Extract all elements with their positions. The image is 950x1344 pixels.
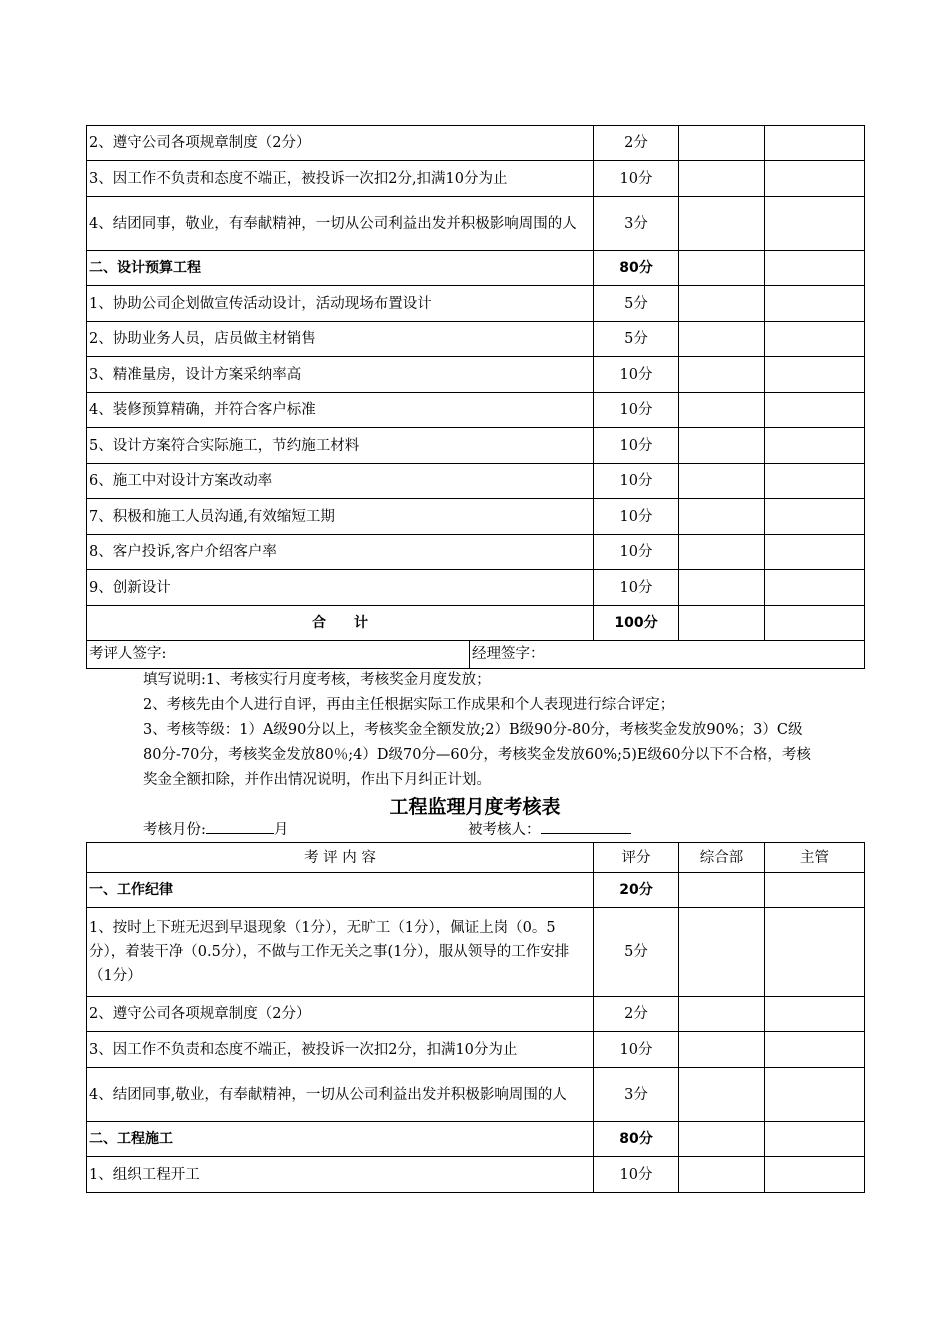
assessment-table-design — [86, 125, 865, 669]
dept-score-cell[interactable] — [679, 1068, 765, 1122]
row-content: 7、积极和施工人员沟通,有效缩短工期 — [87, 499, 594, 535]
header-score: 评分 — [594, 843, 679, 873]
note-line-2: 2、考核先由个人进行自评，再由主任根据实际工作成果和个人表现进行综合评定； — [143, 697, 675, 713]
row-score: 5分 — [594, 908, 679, 997]
row-score: 10分 — [594, 1157, 679, 1193]
dept-score-cell[interactable] — [679, 997, 765, 1032]
row-score: 5分 — [594, 322, 679, 357]
dept-score-cell[interactable] — [679, 428, 765, 464]
row-content: 二、工程施工 — [87, 1122, 594, 1157]
row-score: 5分 — [594, 286, 679, 322]
assessee-label: 被考核人： — [468, 822, 541, 838]
supervisor-score-cell[interactable] — [765, 161, 865, 197]
supervisor-score-cell[interactable] — [765, 908, 865, 997]
supervisor-score-cell[interactable] — [765, 286, 865, 322]
table-row — [87, 126, 865, 161]
supervisor-score-cell[interactable] — [765, 570, 865, 606]
reviewer-signature[interactable]: 考评人签字: — [87, 641, 470, 668]
month-suffix: 月 — [273, 822, 289, 838]
supervisor-score-cell[interactable] — [765, 1032, 865, 1068]
row-score: 3分 — [594, 1068, 679, 1122]
table-row — [87, 908, 865, 997]
supervisor-score-cell[interactable] — [765, 873, 865, 908]
supervisor-score-cell[interactable] — [765, 357, 865, 393]
signature-row — [87, 641, 865, 669]
row-content: 1、按时上下班无迟到早退现象（1分），无旷工（1分），佩证上岗（0。5分），着装干净（0.5分），不做与工作无关之事(1分），服从领导的工作安排（1分） — [87, 908, 594, 997]
row-score: 10分 — [594, 161, 679, 197]
table-row — [87, 322, 865, 357]
supervisor-score-cell[interactable] — [765, 1122, 865, 1157]
row-content: 9、创新设计 — [87, 570, 594, 606]
row-content: 4、装修预算精确，并符合客户标准 — [87, 393, 594, 428]
table-row — [87, 1157, 865, 1193]
table-row — [87, 1122, 865, 1157]
month-label: 考核月份: — [143, 822, 206, 838]
table-row — [87, 499, 865, 535]
dept-score-cell[interactable] — [679, 464, 765, 499]
table-row — [87, 251, 865, 286]
row-content: 3、精准量房，设计方案采纳率高 — [87, 357, 594, 393]
manager-signature[interactable]: 经理签字： — [472, 646, 545, 662]
table-row — [87, 1032, 865, 1068]
assessment-month — [143, 818, 288, 839]
row-score: 10分 — [594, 428, 679, 464]
row-score: 10分 — [594, 393, 679, 428]
table-row — [87, 357, 865, 393]
row-score: 10分 — [594, 464, 679, 499]
supervisor-score-cell[interactable] — [765, 197, 865, 251]
month-blank[interactable] — [206, 819, 274, 834]
table-row — [87, 997, 865, 1032]
note-line-1: 填写说明:1、考核实行月度考核，考核奖金月度发放； — [143, 672, 491, 688]
row-content: 3、因工作不负责和态度不端正，被投诉一次扣2分，扣满10分为止 — [87, 1032, 594, 1068]
dept-score-cell[interactable] — [679, 357, 765, 393]
row-content: 3、因工作不负责和态度不端正，被投诉一次扣2分,扣满10分为止 — [87, 161, 594, 197]
header-content: 考 评 内 容 — [87, 843, 594, 873]
supervisor-total-cell[interactable] — [765, 606, 865, 641]
table-row — [87, 873, 865, 908]
row-content: 一、工作纪律 — [87, 873, 594, 908]
header-supervisor: 主管 — [765, 843, 865, 873]
supervisor-score-cell[interactable] — [765, 535, 865, 570]
table-row — [87, 286, 865, 322]
row-score: 10分 — [594, 1032, 679, 1068]
assessment-table-supervision — [86, 842, 865, 1193]
dept-score-cell[interactable] — [679, 570, 765, 606]
assessee-blank[interactable] — [541, 819, 631, 834]
total-score: 100分 — [594, 606, 679, 641]
row-content: 4、结团同事,敬业，有奉献精神，一切从公司利益出发并积极影响周围的人 — [87, 1068, 594, 1122]
row-score: 2分 — [594, 997, 679, 1032]
dept-score-cell[interactable] — [679, 126, 765, 161]
supervisor-score-cell[interactable] — [765, 499, 865, 535]
row-score: 3分 — [594, 197, 679, 251]
dept-score-cell[interactable] — [679, 499, 765, 535]
dept-score-cell[interactable] — [679, 161, 765, 197]
table-row — [87, 1068, 865, 1122]
dept-score-cell[interactable] — [679, 393, 765, 428]
table-row — [87, 464, 865, 499]
row-content: 5、设计方案符合实际施工，节约施工材料 — [87, 428, 594, 464]
table-row — [87, 161, 865, 197]
row-score: 10分 — [594, 570, 679, 606]
dept-score-cell[interactable] — [679, 251, 765, 286]
assessee — [468, 818, 631, 839]
supervisor-score-cell[interactable] — [765, 1157, 865, 1193]
row-content: 8、客户投诉,客户介绍客户率 — [87, 535, 594, 570]
total-label: 合 计 — [87, 606, 594, 641]
row-content: 4、结团同事，敬业，有奉献精神，一切从公司利益出发并积极影响周围的人 — [87, 197, 594, 251]
dept-score-cell[interactable] — [679, 1032, 765, 1068]
dept-score-cell[interactable] — [679, 322, 765, 357]
row-score: 80分 — [594, 1122, 679, 1157]
row-score: 10分 — [594, 499, 679, 535]
dept-score-cell[interactable] — [679, 908, 765, 997]
row-content: 2、协助业务人员，店员做主材销售 — [87, 322, 594, 357]
row-score: 80分 — [594, 251, 679, 286]
dept-score-cell[interactable] — [679, 1157, 765, 1193]
dept-score-cell[interactable] — [679, 1122, 765, 1157]
supervisor-score-cell[interactable] — [765, 1068, 865, 1122]
table-row — [87, 535, 865, 570]
supervisor-score-cell[interactable] — [765, 393, 865, 428]
row-score: 10分 — [594, 357, 679, 393]
row-content: 1、组织工程开工 — [87, 1157, 594, 1193]
row-content: 2、遵守公司各项规章制度（2分） — [87, 126, 594, 161]
table-row — [87, 570, 865, 606]
header-row — [87, 843, 865, 873]
header-dept: 综合部 — [679, 843, 765, 873]
supervisor-score-cell[interactable] — [765, 428, 865, 464]
row-content: 2、遵守公司各项规章制度（2分） — [87, 997, 594, 1032]
total-row — [87, 606, 865, 641]
supervisor-score-cell[interactable] — [765, 997, 865, 1032]
row-content: 6、施工中对设计方案改动率 — [87, 464, 594, 499]
supervisor-score-cell[interactable] — [765, 126, 865, 161]
dept-score-cell[interactable] — [679, 286, 765, 322]
supervisor-score-cell[interactable] — [765, 322, 865, 357]
supervisor-score-cell[interactable] — [765, 251, 865, 286]
row-score: 10分 — [594, 535, 679, 570]
row-content: 二、设计预算工程 — [87, 251, 594, 286]
note-line-3: 3、考核等级：1）A级90分以上，考核奖金全额发放;2）B级90分-80分，考核奖金发放90%；3）C级80分-70分，考核奖金发放80％;4）D级70分—60分，考核奖金发放60%;5)E级60分以下不合格，考核奖金全额扣除，并作出情况说明，作出下月纠正计划。 — [143, 722, 811, 788]
supervisor-score-cell[interactable] — [765, 464, 865, 499]
row-score: 2分 — [594, 126, 679, 161]
dept-total-cell[interactable] — [679, 606, 765, 641]
row-content: 1、协助公司企划做宣传活动设计，活动现场布置设计 — [87, 286, 594, 322]
dept-score-cell[interactable] — [679, 197, 765, 251]
table-row — [87, 393, 865, 428]
page-title: 工程监理月度考核表 — [389, 796, 561, 818]
table-row — [87, 428, 865, 464]
table-row — [87, 197, 865, 251]
row-score: 20分 — [594, 873, 679, 908]
dept-score-cell[interactable] — [679, 873, 765, 908]
dept-score-cell[interactable] — [679, 535, 765, 570]
